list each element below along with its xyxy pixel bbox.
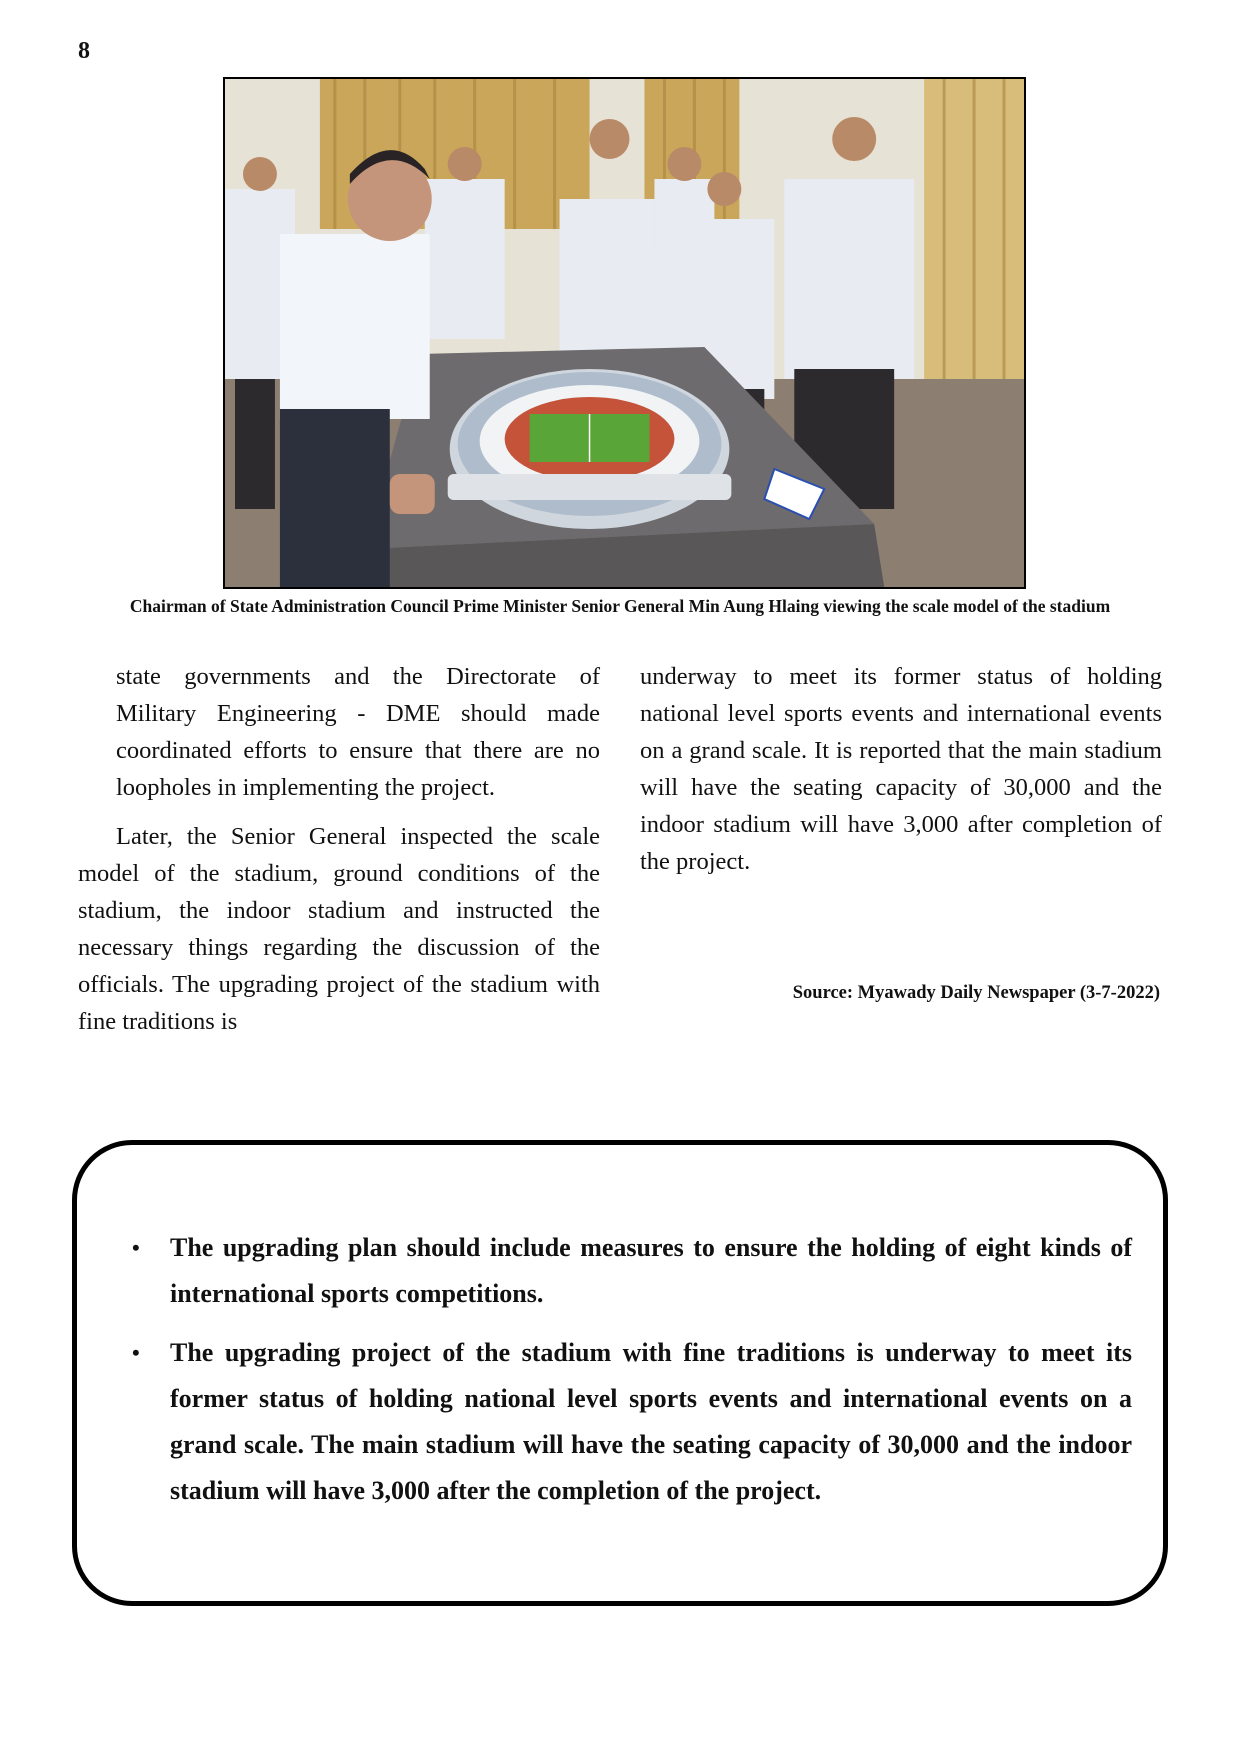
article-left-column <box>78 658 600 1040</box>
summary-item-text: The upgrading project of the stadium with fine traditions is underway to meet its former status of holding national level sports events and international events on a grand scale. The main stadium will have the seating capacity of 30,000 and the indoor stadium will have 3,000 after the completion of the project. <box>170 1338 1132 1505</box>
summary-item <box>132 1330 1132 1514</box>
summary-list <box>132 1225 1132 1527</box>
bullet-icon: • <box>132 1340 140 1365</box>
photo-caption: Chairman of State Administration Council Prime Minister Senior General Min Aung Hlaing viewing the scale model of the stadium <box>129 596 1111 616</box>
bullet-icon: • <box>132 1235 140 1260</box>
article-paragraph: state governments and the Directorate of Military Engineering - DME should made coordinated efforts to ensure that there are no loopholes in implementing the project. <box>116 663 600 801</box>
source-credit: Source: Myawady Daily Newspaper (3-7-2022) <box>792 983 1160 1003</box>
stadium-model-photo <box>223 77 1026 589</box>
summary-box <box>72 1140 1168 1606</box>
article-paragraph: underway to meet its former status of holding national level sports events and international events on a grand scale. It is reported that the main stadium will have the seating capacity of 30,000 and the indoor stadium will have 3,000 after completion of the project. <box>640 663 1162 875</box>
summary-item <box>132 1225 1132 1317</box>
article-paragraph: Later, the Senior General inspected the scale model of the stadium, ground conditions of the stadium, the indoor stadium and instructed the necessary things regarding the discussion of the officials. The upgrading project of the stadium with fine traditions is <box>78 823 600 1035</box>
article-right-column <box>640 658 1162 880</box>
summary-item-text: The upgrading plan should include measures to ensure the holding of eight kinds of international sports competitions. <box>170 1233 1132 1308</box>
page-number: 8 <box>78 38 90 64</box>
